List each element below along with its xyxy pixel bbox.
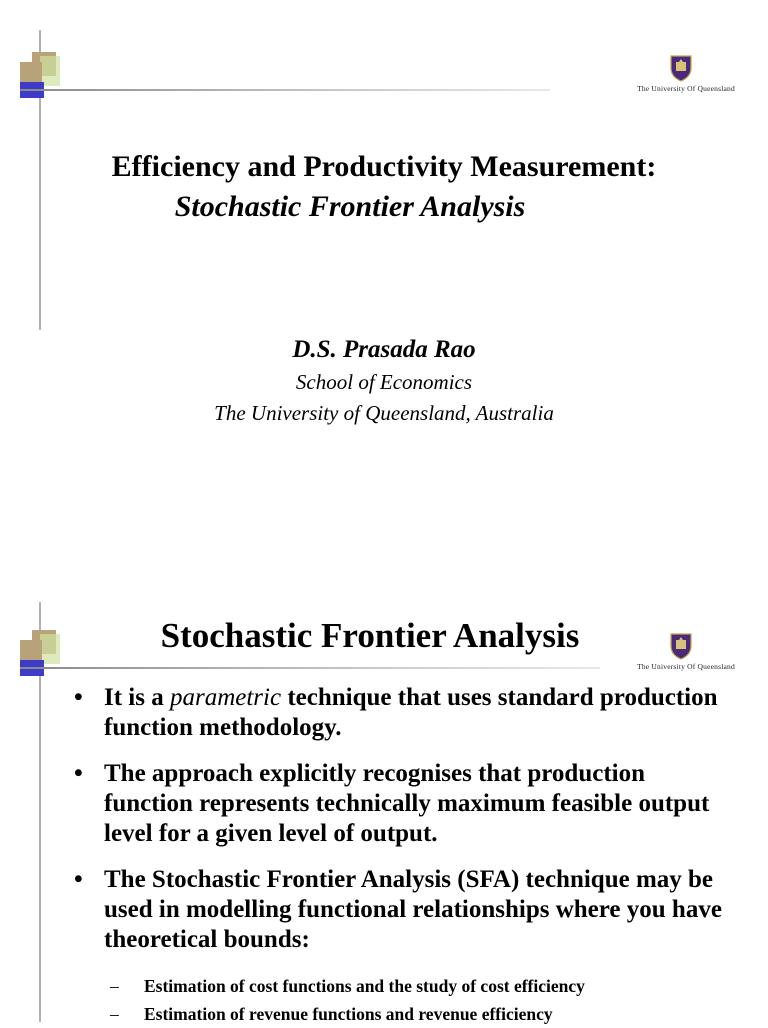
bullet-dot: •: [74, 760, 83, 787]
bullet-text: The Stochastic Frontier Analysis (SFA) technique may be used in modelling functional relationships where you have theoretical bounds:: [104, 866, 722, 953]
uq-logo: [616, 54, 756, 98]
uq-crest-icon: [669, 632, 693, 660]
affiliation-university: The University of Queensland, Australia: [214, 401, 554, 425]
uq-crest-icon: [669, 54, 693, 82]
horizontal-rule: [20, 89, 550, 91]
sub-bullet-list: [110, 972, 750, 1028]
bullet-list: [72, 683, 732, 971]
sub-bullet-dash: –: [110, 976, 119, 996]
sub-bullet-text: Estimation of revenue functions and revenue efficiency: [144, 1004, 553, 1024]
slide-title: Stochastic Frontier Analysis: [160, 616, 580, 655]
sub-bullet-text: Estimation of cost functions and the study of cost efficiency: [144, 976, 585, 996]
bullet-item: [72, 759, 732, 849]
sub-bullet-item: [110, 972, 750, 1000]
slide-1: [0, 0, 768, 512]
horizontal-rule: [20, 667, 600, 669]
bullet-dot: •: [74, 866, 83, 893]
uq-logo-text: The University Of Queensland: [637, 662, 735, 671]
uq-logo-text: The University Of Queensland: [637, 84, 735, 93]
bullet-text: It is a: [104, 684, 170, 711]
tan-square-2: [20, 62, 42, 82]
bullet-item: [72, 683, 732, 743]
affiliation-school: School of Economics: [295, 370, 473, 394]
bullet-emphasis: parametric: [169, 684, 282, 711]
bullet-text: technique that uses standard production function methodology.: [104, 684, 718, 741]
bullet-item: [72, 865, 732, 955]
slide-corner-decoration: [0, 0, 60, 512]
tan-square-2: [20, 640, 42, 660]
author-name: D.S. Prasada Rao: [292, 336, 476, 363]
bullet-dot: •: [74, 684, 83, 711]
bullet-text: The approach explicitly recognises that production function represents technically maximum feasible output level for a given level of output.: [104, 760, 710, 847]
sub-bullet-dash: –: [110, 1004, 119, 1024]
slide-subtitle: Stochastic Frontier Analysis: [174, 190, 526, 223]
slide-title: Efficiency and Productivity Measurement:: [111, 150, 657, 183]
slide-corner-decoration: [0, 512, 60, 1024]
